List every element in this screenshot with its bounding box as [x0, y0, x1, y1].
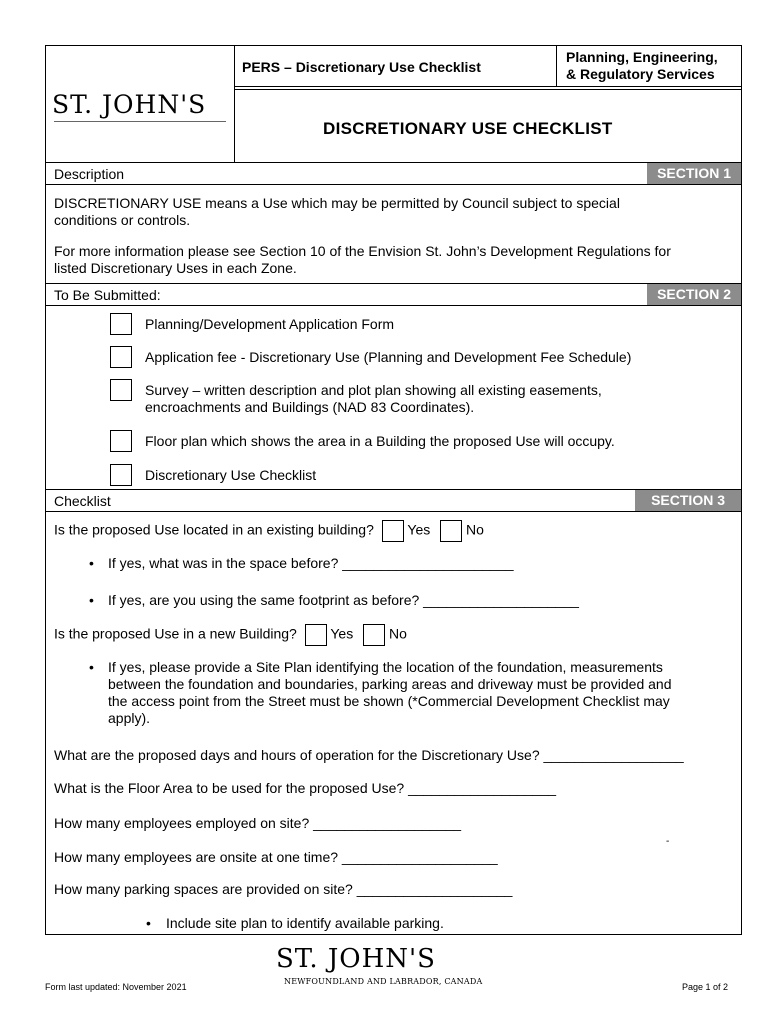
- checkbox-application-form[interactable]: [110, 313, 132, 335]
- section-2-badge: SECTION 2: [647, 284, 741, 305]
- header-divider-vertical: [556, 46, 557, 86]
- footer-logo-subtitle: NEWFOUNDLAND AND LABRADOR, CANADA: [284, 977, 483, 986]
- form-title: PERS – Discretionary Use Checklist: [242, 59, 481, 75]
- more-info-text: [54, 243, 671, 277]
- form-updated-date: Form last updated: November 2021: [45, 982, 187, 992]
- text-line: If yes, please provide a Site Plan identifying the location of the foundation, measurements: [108, 659, 663, 675]
- question-parking-spaces: How many parking spaces are provided on site? ____________________: [54, 881, 513, 897]
- page-number: Page 1 of 2: [682, 982, 729, 992]
- item-survey: [145, 382, 602, 416]
- header-divider-horizontal: [234, 86, 741, 87]
- bullet: •: [89, 555, 94, 571]
- department-name: [566, 49, 718, 83]
- text-line: For more information please see Section 10 of the Envision St. John’s Development Regulations for: [54, 243, 671, 259]
- divider: [46, 305, 741, 306]
- question-employees-on-site: How many employees employed on site? ___________________: [54, 815, 462, 831]
- question-floor-area: What is the Floor Area to be used for the proposed Use? ___________________: [54, 780, 557, 796]
- bullet: •: [146, 915, 151, 931]
- text-line: DISCRETIONARY USE means a Use which may be permitted by Council subject to special: [54, 195, 620, 211]
- checkbox-new-no[interactable]: [363, 624, 385, 646]
- divider: [46, 184, 741, 185]
- text-line: the access point from the Street must be shown (*Commercial Development Checklist may: [108, 693, 670, 709]
- checkbox-existing-no[interactable]: [440, 520, 462, 542]
- item-floor-plan: Floor plan which shows the area in a Building the proposed Use will occupy.: [145, 433, 615, 449]
- bullet-space-before: If yes, what was in the space before? ______________________: [108, 555, 514, 571]
- section-3-label: Checklist: [54, 493, 111, 509]
- text-line: conditions or controls.: [54, 212, 191, 228]
- header-logo-cell: [46, 46, 235, 162]
- bullet: •: [89, 659, 94, 675]
- checkbox-discretionary-checklist[interactable]: [110, 464, 132, 486]
- checkbox-application-fee[interactable]: [110, 346, 132, 368]
- text-line: listed Discretionary Uses in each Zone.: [54, 260, 297, 276]
- checkbox-new-yes[interactable]: [305, 624, 327, 646]
- checkbox-floor-plan[interactable]: [110, 430, 132, 452]
- section-2-label: To Be Submitted:: [54, 287, 161, 303]
- section-1-bar: [46, 163, 741, 184]
- item-application-fee: Application fee - Discretionary Use (Planning and Development Fee Schedule): [145, 349, 632, 365]
- no-label: No: [388, 625, 407, 642]
- logo-underline: [54, 121, 226, 122]
- yes-label: Yes: [407, 521, 431, 538]
- question-text: Is the proposed Use in a new Building?: [54, 625, 297, 642]
- section-1-label: Description: [54, 166, 125, 182]
- bullet-site-plan: [108, 659, 672, 727]
- no-label: No: [466, 521, 484, 538]
- yes-label: Yes: [330, 625, 354, 642]
- header-divider-horizontal-2: [234, 89, 741, 90]
- text-line: encroachments and Buildings (NAD 83 Coordinates).: [145, 399, 475, 415]
- question-days-hours: What are the proposed days and hours of operation for the Discretionary Use? __________________: [54, 747, 684, 763]
- text-line: Survey – written description and plot plan showing all existing easements,: [145, 382, 602, 398]
- bullet-same-footprint: If yes, are you using the same footprint as before? ____________________: [108, 592, 579, 608]
- department-line-1: Planning, Engineering,: [566, 49, 718, 65]
- question-new-building: [54, 624, 407, 646]
- question-existing-building: [54, 520, 484, 542]
- divider: [46, 511, 741, 512]
- department-line-2: & Regulatory Services: [566, 66, 715, 82]
- section-3-badge: SECTION 3: [635, 490, 741, 511]
- checkbox-survey[interactable]: [110, 379, 132, 401]
- question-employees-at-once: How many employees are onsite at one time? ____________________: [54, 849, 498, 865]
- item-application-form: Planning/Development Application Form: [145, 316, 395, 332]
- section-2-bar: [46, 284, 741, 305]
- checklist-form: [45, 45, 742, 935]
- checkbox-existing-yes[interactable]: [382, 520, 404, 542]
- stray-mark: -: [666, 836, 670, 847]
- item-discretionary-checklist: Discretionary Use Checklist: [145, 467, 317, 483]
- section-3-bar: [46, 490, 741, 511]
- text-line: apply).: [108, 710, 151, 726]
- question-text: Is the proposed Use located in an existing building?: [54, 521, 374, 538]
- discretionary-use-definition: [54, 195, 620, 229]
- bullet-parking-site-plan: Include site plan to identify available parking.: [166, 915, 444, 931]
- text-line: between the foundation and boundaries, parking areas and driveway must be provided and: [108, 676, 672, 692]
- footer-logo: ST. JOHN'S: [276, 944, 436, 974]
- bullet: •: [89, 592, 94, 608]
- section-1-badge: SECTION 1: [647, 163, 741, 184]
- st-johns-logo: ST. JOHN'S: [52, 90, 207, 119]
- page-title: DISCRETIONARY USE CHECKLIST: [323, 119, 613, 138]
